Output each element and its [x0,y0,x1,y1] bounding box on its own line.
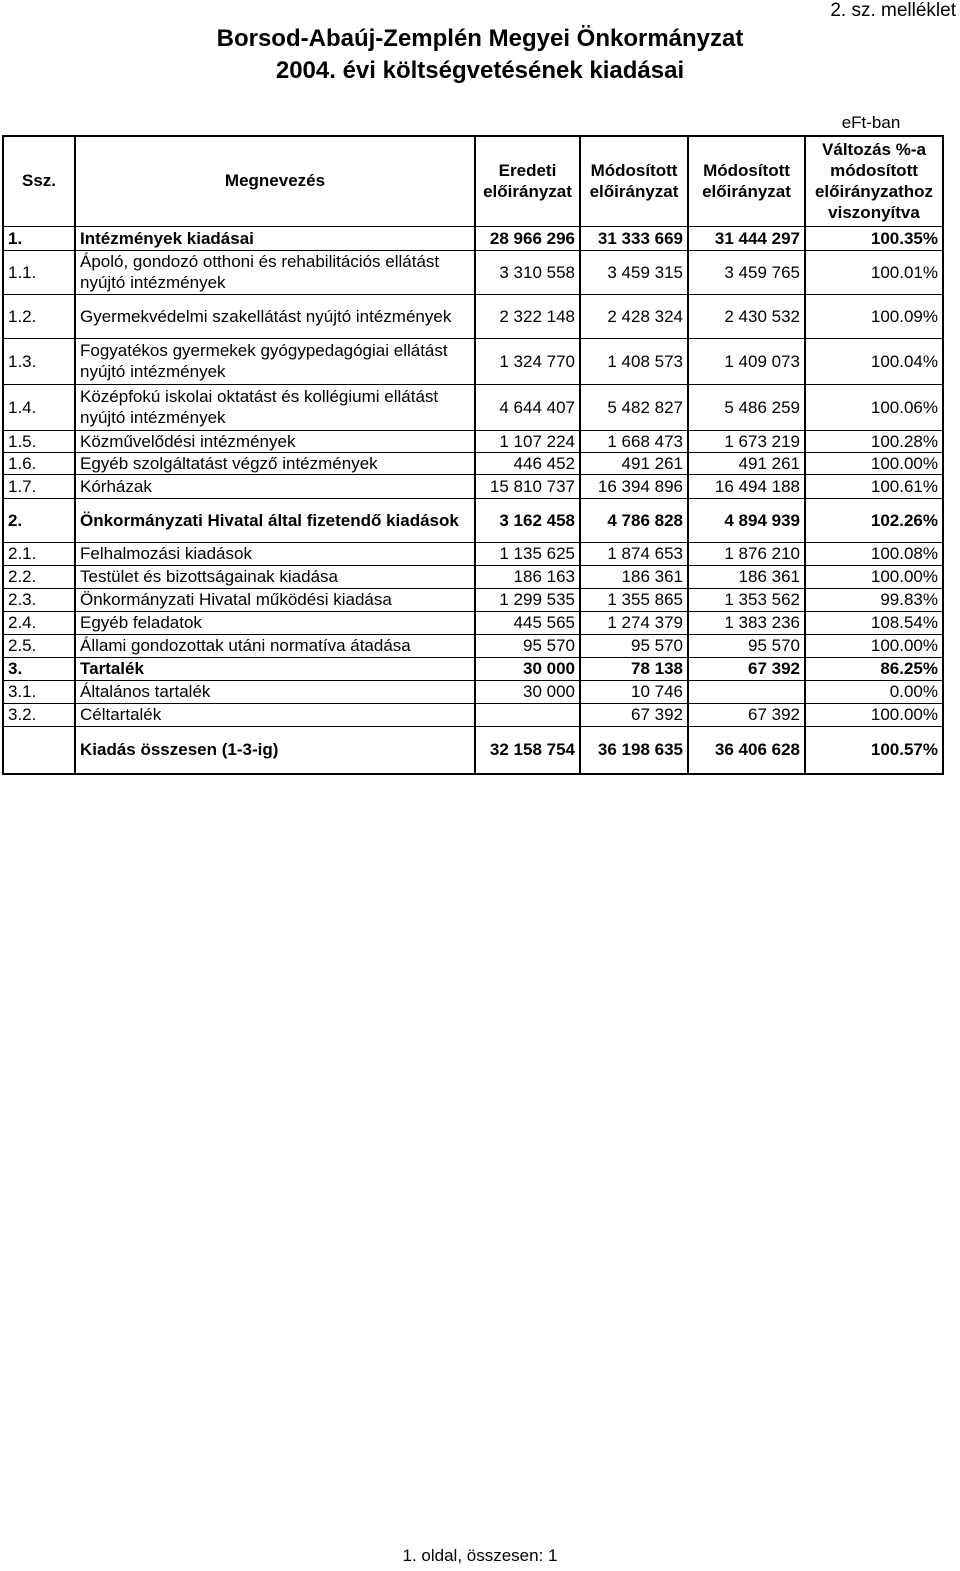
table-row: 1.1. Ápoló, gondozó otthoni és rehabilitációs ellátást nyújtó intézmények 3 310 558 3 459 315 3 459 765 100.01% [3,250,943,294]
table-row: 3.2. Céltartalék 67 392 67 392 100.00% [3,703,943,726]
col-name: Megnevezés [75,136,475,226]
col-mod2: Módosított előirányzat [688,136,805,226]
table-row: 1.5. Közművelődési intézmények 1 107 224 1 668 473 1 673 219 100.28% [3,430,943,452]
table-row: 3. Tartalék 30 000 78 138 67 392 86.25% [3,657,943,680]
table-row: 2.5. Állami gondozottak utáni normatíva átadása 95 570 95 570 95 570 100.00% [3,634,943,657]
table-row: 1.7. Kórházak 15 810 737 16 394 896 16 494 188 100.61% [3,474,943,498]
table-row: 1.4. Középfokú iskolai oktatást és kollégiumi ellátást nyújtó intézmények 4 644 407 5 482 827 5 486 259 100.06% [3,384,943,430]
unit-label: eFt-ban [841,113,901,132]
title-line-2: 2004. évi költségvetésének kiadásai [275,57,685,84]
col-mod1: Módosított előirányzat [580,136,688,226]
table-row: 2.3. Önkormányzati Hivatal működési kiadása 1 299 535 1 355 865 1 353 562 99.83% [3,588,943,611]
attachment-label: 2. sz. melléklet [830,0,956,21]
table-row: 1.3. Fogyatékos gyermekek gyógypedagógiai ellátást nyújtó intézmények 1 324 770 1 408 573 1 409 073 100.04% [3,338,943,384]
page-footer: 1. oldal, összesen: 1 [402,1546,558,1565]
table-row: 2.4. Egyéb feladatok 445 565 1 274 379 1 383 236 108.54% [3,611,943,634]
title-line-1: Borsod-Abaúj-Zemplén Megyei Önkormányzat [216,25,744,52]
table-row: 2.1. Felhalmozási kiadások 1 135 625 1 874 653 1 876 210 100.08% [3,542,943,565]
table-row: 2.2. Testület és bizottságainak kiadása 186 163 186 361 186 361 100.00% [3,565,943,588]
table-row: 1.2. Gyermekvédelmi szakellátást nyújtó intézmények 2 322 148 2 428 324 2 430 532 100.09% [3,294,943,338]
budget-table [2,135,944,775]
col-orig: Eredeti előirányzat [475,136,580,226]
col-ssz: Ssz. [3,136,75,226]
table-row: 3.1. Általános tartalék 30 000 10 746 0.00% [3,680,943,703]
col-change: Változás %-a módosított előirányzathoz viszonyítva [805,136,943,226]
total-row: Kiadás összesen (1-3-ig) 32 158 754 36 198 635 36 406 628 100.57% [3,726,943,774]
table-row: 1. Intézmények kiadásai 28 966 296 31 333 669 31 444 297 100.35% [3,226,943,250]
table-row: 1.6. Egyéb szolgáltatást végző intézmények 446 452 491 261 491 261 100.00% [3,452,943,474]
table-row: 2. Önkormányzati Hivatal által fizetendő kiadások 3 162 458 4 786 828 4 894 939 102.26% [3,498,943,542]
